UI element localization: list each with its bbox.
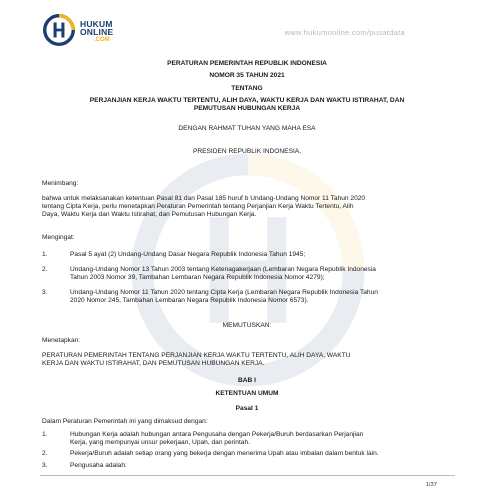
bab-heading: BAB I — [238, 377, 256, 384]
mengingat-item-text: Pasal 5 ayat (2) Undang-Undang Dasar Negara Republik Indonesia Tahun 1945; — [70, 251, 306, 258]
hukumonline-logo[interactable] — [42, 12, 132, 52]
definition-number: 2. — [42, 450, 48, 457]
mengingat-item-number: 3. — [42, 289, 48, 296]
menetapkan-text-line2: KERJA DAN WAKTU ISTIRAHAT, DAN PEMUTUSAN HUBUNGAN KERJA. — [42, 360, 265, 367]
definition-text: Pengusaha adalah: — [70, 462, 127, 469]
mengingat-item-text: 2020 Nomor 245, Tambahan Lembaran Negara Republik Indonesia Nomor 6573). — [70, 297, 309, 304]
logo-text-com: .COM — [94, 37, 110, 43]
bab-title: KETENTUAN UMUM — [215, 390, 279, 397]
memutuskan-heading: MEMUTUSKAN: — [222, 322, 272, 329]
menimbang-text-line3: Daya, Waktu Kerja dan Waktu Istirahat, dan Pemutusan Hubungan Kerja. — [42, 211, 257, 218]
mengingat-item-text: Tahun 2003 Nomor 39, Tambahan Lembaran Negara Republik Indonesia Nomor 4279); — [70, 274, 325, 281]
logo-wordmark — [80, 20, 113, 44]
mengingat-label: Mengingat: — [42, 234, 75, 241]
pasal-intro: Dalam Peraturan Pemerintah ini yang dimaksud dengan: — [42, 418, 208, 425]
menetapkan-text-line1: PERATURAN PEMERINTAH TENTANG PERJANJIAN KERJA WAKTU TERTENTU, ALIH DAYA, WAKTU — [42, 352, 351, 359]
mengingat-item-number: 1. — [42, 251, 48, 258]
pasal-heading: Pasal 1 — [235, 405, 259, 412]
mengingat-item-text: Undang-Undang Nomor 11 Tahun 2020 tentang Cipta Kerja (Lembaran Negara Republik Indonesia Tahun — [70, 289, 378, 296]
mengingat-item-text: Undang-Undang Nomor 13 Tahun 2003 tentang Ketenagakerjaan (Lembaran Negara Republik Indonesia — [70, 266, 376, 273]
title-nomor: NOMOR 35 TAHUN 2021 — [209, 72, 285, 79]
title-subject-line2: PEMUTUSAN HUBUNGAN KERJA — [193, 105, 301, 112]
definition-text: Kerja, yang mempunyai unsur pekerjaan, Upah, dan perintah. — [70, 439, 250, 446]
page-number: 1/37 — [425, 482, 437, 488]
title-subject-line1: PERJANJIAN KERJA WAKTU TERTENTU, ALIH DAYA, WAKTU KERJA DAN WAKTU ISTIRAHAT, DAN — [89, 97, 405, 104]
definition-number: 3. — [42, 462, 48, 469]
footer-divider — [40, 475, 455, 476]
logo-text-hukum: HUKUM — [80, 19, 113, 29]
menimbang-label: Menimbang: — [42, 180, 79, 187]
definition-text: Hubungan Kerja adalah hubungan antara Pengusaha dengan Pekerja/Buruh berdasarkan Perjanjian — [70, 431, 364, 438]
menimbang-text-line2: tentang Cipta Kerja, perlu menetapkan Peraturan Pemerintah tentang Perjanjian Kerja Waktu Tertentu, Alih — [42, 203, 354, 210]
definition-text: Pekerja/Buruh adalah setiap orang yang bekerja dengan menerima Upah atau imbalan dalam bentuk lain. — [70, 450, 379, 457]
definition-number: 1. — [42, 431, 48, 438]
logo-text-online: ONLINE — [80, 27, 114, 37]
rahmat-line: DENGAN RAHMAT TUHAN YANG MAHA ESA — [178, 125, 316, 132]
title-peraturan: PERATURAN PEMERINTAH REPUBLIK INDONESIA — [167, 60, 327, 67]
mengingat-item-number: 2. — [42, 266, 48, 273]
presiden-line: PRESIDEN REPUBLIK INDONESIA, — [192, 148, 302, 155]
title-tentang: TENTANG — [231, 85, 263, 92]
menetapkan-label: Menetapkan: — [42, 337, 81, 344]
menimbang-text-line1: bahwa untuk melaksanakan ketentuan Pasal 81 dan Pasal 185 huruf b Undang-Undang Nomor 11 Tahun 2020 — [42, 195, 366, 202]
hukumonline-logo-icon — [42, 13, 76, 47]
source-url[interactable]: www.hukumonline.com/pusatdata — [284, 28, 405, 37]
